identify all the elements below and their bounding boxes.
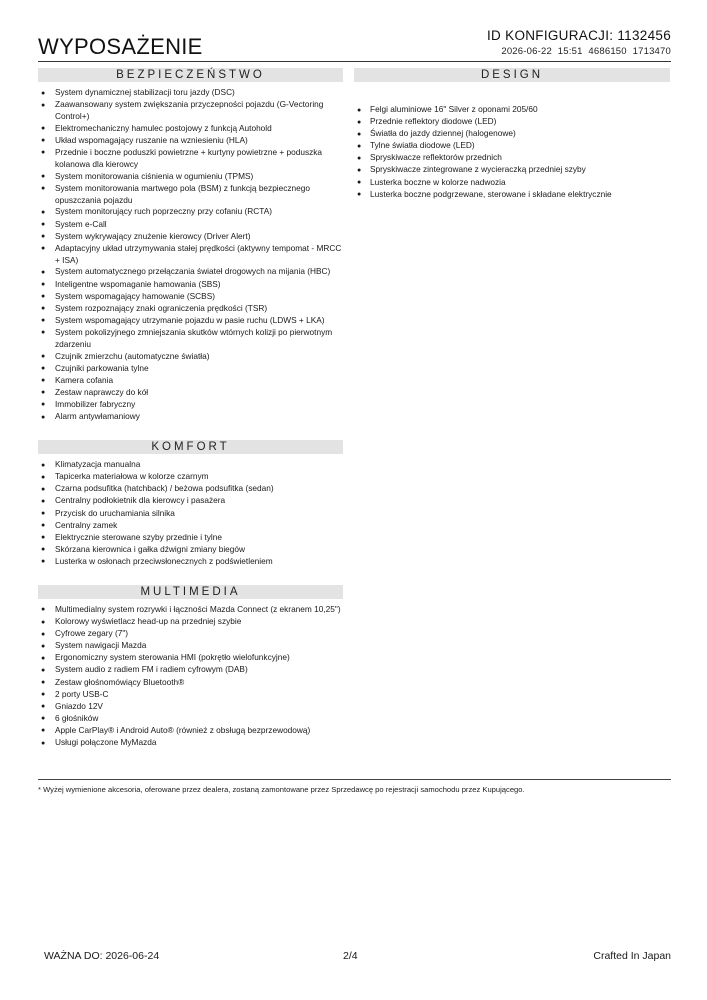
section-title-design: DESIGN [354,68,670,82]
list-item-text: Inteligentne wspomaganie hamowania (SBS) [55,278,221,289]
bullet-icon: ● [41,691,46,699]
list-item-text: Gniazdo 12V [55,700,103,711]
bullet-icon: ● [357,179,362,187]
list-item-text: System audio z radiem FM i radiem cyfrowym (DAB) [55,664,248,675]
list-item [38,87,343,99]
list-item [38,689,343,701]
list-item-text: Lusterka w osłonach przeciwsłonecznych z podświetleniem [55,555,273,566]
bullet-icon: ● [41,606,46,614]
list-item [38,135,343,147]
bullet-icon: ● [41,233,46,241]
bullet-icon: ● [41,137,46,145]
list-item [38,303,343,315]
list-item-text: System pokolizyjnego zmniejszania skutków wtórnych kolizji po pierwotnym zdarzeniu [55,326,333,349]
bullet-icon: ● [41,221,46,229]
list-item [38,243,343,267]
list-item [38,508,343,520]
list-item-text: Elektrycznie sterowane szyby przednie i tylne [55,531,222,542]
list-item-text: Tapicerka materiałowa w kolorze czarnym [55,471,209,482]
list-item [38,279,343,291]
bullet-icon: ● [41,522,46,530]
list-item [38,183,343,207]
list-item [38,411,343,423]
right-column [354,68,670,218]
list-item-text: Lusterka boczne podgrzewane, sterowane i składane elektrycznie [370,188,612,199]
list-item-text: Centralny podłokietnik dla kierowcy i pasażera [55,495,226,506]
bullet-icon: ● [41,497,46,505]
list-item [38,171,343,183]
bullet-icon: ● [41,281,46,288]
list-item [354,116,670,128]
bullet-icon: ● [41,377,46,385]
list-item [38,725,343,737]
list-item [38,147,343,171]
section-komfort [38,440,343,568]
bullet-icon: ● [41,101,46,109]
list-item-text: Centralny zamek [55,519,118,530]
footnote: * Wyżej wymienione akcesoria, oferowane przez dealera, zostaną zamontowane przez Sprzedawcę po rejestracji samochodu przez Kupującego. [38,785,525,794]
list-item [38,495,343,507]
list-item [38,604,343,616]
list-item [38,616,343,628]
list-item-text: Zestaw głośnomówiący Bluetooth® [55,676,185,687]
list-item-text: System nawigacji Mazda [55,640,147,651]
bullet-icon: ● [41,305,46,313]
bullet-icon: ● [41,473,46,481]
bullet-icon: ● [41,703,46,711]
footnote-divider [38,779,671,780]
list-item [38,375,343,387]
list-item-text: Czujniki parkowania tylne [55,362,149,373]
list-item-text: Światła do jazdy dziennej (halogenowe) [370,128,516,139]
list-item [38,399,343,411]
list-item-text: System rozpoznający znaki ograniczenia prędkości (TSR) [55,302,268,313]
list-item-text: 2 porty USB-C [55,688,109,699]
bullet-icon: ● [357,142,362,150]
bullet-icon: ● [41,666,46,674]
list-item-text: System e-Call [55,218,107,229]
bullet-icon: ● [41,534,46,542]
list-item [354,140,670,152]
bullet-icon: ● [41,715,46,723]
list-item [38,123,343,135]
list-item-text: Spryskiwacze reflektorów przednich [370,152,502,163]
list-item-text: Immobilizer fabryczny [55,398,136,409]
section-title-multimedia: MULTIMEDIA [38,585,343,599]
list-item [354,128,670,140]
list-item-text: System wspomagający utrzymanie pojazdu w pasie ruchu (LDWS + LKA) [55,314,325,325]
bullet-icon: ● [357,130,362,138]
section-multimedia [38,585,343,749]
section-title-komfort: KOMFORT [38,440,343,454]
bullet-icon: ● [41,125,46,133]
list-item-text: 6 głośników [55,712,99,723]
bullet-icon: ● [357,154,362,162]
list-item [38,544,343,556]
equipment-list [354,104,670,201]
list-item [354,177,670,189]
list-item [38,266,343,278]
valid-until: WAŻNA DO: 2026-06-24 [44,950,160,962]
list-item [38,664,343,676]
origin-label: Crafted In Japan [593,950,671,962]
page-footer [44,950,671,964]
list-item-text: Usługi połączone MyMazda [55,737,157,747]
equipment-list [38,87,343,423]
list-item-text: Tylne światła diodowe (LED) [370,140,475,151]
bullet-icon: ● [41,173,46,181]
list-item [38,737,343,749]
list-item-text: Klimatyzacja manualna [55,459,141,470]
list-item-text: Multimedialny system rozrywki i łączności Mazda Connect (z ekranem 10,25") [55,603,341,614]
page-header [38,28,671,58]
bullet-icon: ● [41,268,46,276]
list-item-text: Lusterka boczne w kolorze nadwozia [370,176,506,187]
list-item-text: Zaawansowany system zwiększania przyczepności pojazdu (G-Vectoring Control+) [55,99,324,122]
list-item-text: Ergonomiczny system sterowania HMI (pokrętło wielofunkcyjne) [55,652,290,663]
page-number: 2/4 [343,950,358,962]
bullet-icon: ● [357,166,362,174]
bullet-icon: ● [41,89,46,97]
bullet-icon: ● [41,329,46,337]
bullet-icon: ● [41,293,46,301]
bullet-icon: ● [41,413,46,421]
list-item [38,640,343,652]
bullet-icon: ● [41,642,46,650]
list-item [38,532,343,544]
bullet-icon: ● [41,353,46,361]
list-item [38,99,343,123]
bullet-icon: ● [41,618,46,626]
list-item [38,351,343,363]
list-item [354,104,670,116]
bullet-icon: ● [41,245,46,253]
bullet-icon: ● [41,679,46,687]
configuration-id: ID KONFIGURACJI: 1132456 [486,28,671,43]
list-item-text: System dynamicznej stabilizacji toru jazdy (DSC) [55,87,235,97]
document-title: WYPOSAŻENIE [38,34,203,59]
list-item-text: Układ wspomagający ruszanie na wzniesieniu (HLA) [55,134,248,145]
list-item-text: System wspomagający hamowanie (SCBS) [55,290,216,301]
bullet-icon: ● [41,739,46,747]
list-item-text: Kolorowy wyświetlacz head-up na przedniej szybie [55,616,242,627]
list-item [38,327,343,351]
list-item [38,291,343,303]
list-item [38,459,343,471]
list-item-text: Elektromechaniczny hamulec postojowy z funkcją Autohold [55,122,272,133]
list-item-text: Przednie reflektory diodowe (LED) [370,116,497,127]
list-item [38,206,343,218]
bullet-icon: ● [41,317,46,325]
list-item [38,652,343,664]
bullet-icon: ● [41,558,46,566]
bullet-icon: ● [41,365,46,373]
list-item-text: System automatycznego przełączania świateł drogowych na mijania (HBC) [55,266,331,277]
list-item [38,713,343,725]
list-item-text: Zestaw naprawczy do kół [55,386,149,397]
bullet-icon: ● [357,118,362,126]
bullet-icon: ● [41,401,46,409]
list-item [38,363,343,375]
bullet-icon: ● [41,185,46,193]
list-item-text: Alarm antywłamaniowy [55,411,140,422]
section-title-bezpieczenstwo: BEZPIECZEŃSTWO [38,68,343,82]
left-column [38,68,343,766]
list-item [38,701,343,713]
list-item-text: Przednie i boczne poduszki powietrzne + kurtyny powietrzne + poduszka kolanowa dla kierowcy [55,146,323,170]
list-item [38,471,343,483]
bullet-icon: ● [41,654,46,662]
bullet-icon: ● [41,149,46,157]
bullet-icon: ● [41,510,46,517]
list-item-text: System monitorowania ciśnienia w ogumieniu (TPMS) [55,170,254,181]
list-item [38,483,343,495]
bullet-icon: ● [41,389,46,397]
list-item-text: Czarna podsufitka (hatchback) / beżowa podsufitka (sedan) [55,483,274,494]
list-item-text: Spryskiwacze zintegrowane z wycieraczką przedniej szyby [370,164,586,175]
list-item-text: System monitorowania martwego pola (BSM) z funkcją bezpiecznego opuszczania pojazdu [55,182,311,205]
list-item-text: Kamera cofania [55,374,114,385]
bullet-icon: ● [41,546,46,554]
list-item-text: Skórzana kierownica i gałka dźwigni zmiany biegów [55,543,245,554]
section-design [354,68,670,201]
section-bezpieczenstwo [38,68,343,423]
list-item [38,315,343,327]
list-item [38,556,343,568]
equipment-list [38,604,343,749]
list-item [38,387,343,399]
list-item-text: System monitorujący ruch poprzeczny przy cofaniu (RCTA) [55,206,273,217]
list-item [38,520,343,532]
list-item [38,231,343,243]
list-item-text: System wykrywający znużenie kierowcy (Driver Alert) [55,230,251,241]
bullet-icon: ● [357,191,362,199]
list-item [354,189,670,201]
header-divider [38,61,671,62]
bullet-icon: ● [41,461,46,469]
list-item [38,628,343,640]
list-item-text: Felgi aluminiowe 16" Silver z oponami 205/60 [370,104,538,114]
list-item [38,677,343,689]
list-item [38,219,343,231]
bullet-icon: ● [357,106,362,114]
list-item [354,152,670,164]
bullet-icon: ● [41,208,46,216]
bullet-icon: ● [41,485,46,493]
list-item-text: Przycisk do uruchamiania silnika [55,507,175,518]
list-item-text: Czujnik zmierzchu (automatyczne światła) [55,350,210,361]
bullet-icon: ● [41,727,46,735]
list-item [354,164,670,176]
list-item-text: Apple CarPlay® i Android Auto® (również z obsługą bezprzewodową) [55,724,311,735]
configuration-meta: 2026-06-22 15:51 4686150 1713470 [501,46,671,57]
list-item-text: Cyfrowe zegary (7") [55,628,129,639]
equipment-list [38,459,343,568]
bullet-icon: ● [41,630,46,638]
list-item-text: Adaptacyjny układ utrzymywania stałej prędkości (aktywny tempomat - MRCC + ISA) [55,242,342,265]
